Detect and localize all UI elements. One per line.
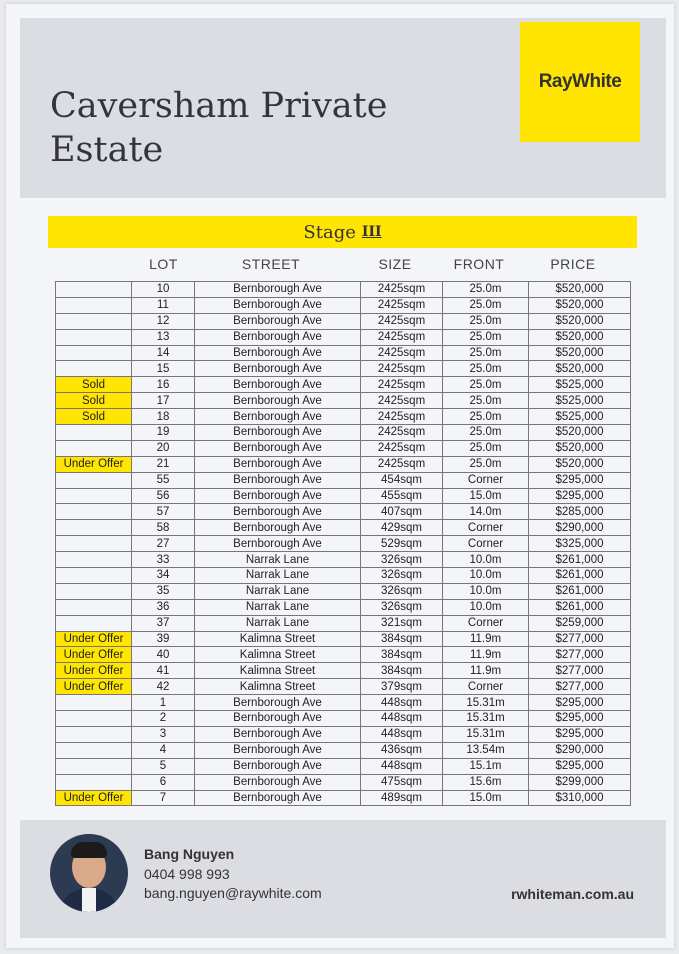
column-header-lot: LOT (149, 256, 178, 272)
cell-lot: 15 (132, 361, 195, 377)
cell-size: 2425sqm (361, 456, 443, 472)
raywhite-logo (520, 22, 640, 142)
cell-size: 384sqm (361, 631, 443, 647)
cell-street: Bernborough Ave (195, 790, 361, 806)
cell-front: Corner (443, 472, 529, 488)
cell-front: 15.1m (443, 758, 529, 774)
cell-street: Bernborough Ave (195, 361, 361, 377)
cell-front: 25.0m (443, 377, 529, 393)
cell-front: 13.54m (443, 742, 529, 758)
cell-lot: 42 (132, 679, 195, 695)
cell-street: Bernborough Ave (195, 711, 361, 727)
cell-status (56, 711, 132, 727)
cell-street: Bernborough Ave (195, 758, 361, 774)
cell-front: 25.0m (443, 393, 529, 409)
cell-size: 2425sqm (361, 440, 443, 456)
cell-lot: 20 (132, 440, 195, 456)
cell-size: 448sqm (361, 711, 443, 727)
cell-lot: 16 (132, 377, 195, 393)
table-row (56, 599, 631, 615)
cell-lot: 34 (132, 568, 195, 584)
cell-size: 2425sqm (361, 377, 443, 393)
cell-front: 25.0m (443, 329, 529, 345)
lot-table-body (56, 282, 631, 806)
cell-size: 321sqm (361, 615, 443, 631)
cell-front: 10.0m (443, 552, 529, 568)
cell-price: $295,000 (529, 472, 631, 488)
cell-lot: 6 (132, 774, 195, 790)
cell-size: 326sqm (361, 568, 443, 584)
cell-size: 448sqm (361, 726, 443, 742)
cell-lot: 58 (132, 520, 195, 536)
header-panel (20, 18, 666, 198)
cell-street: Bernborough Ave (195, 377, 361, 393)
cell-size: 489sqm (361, 790, 443, 806)
cell-front: Corner (443, 615, 529, 631)
cell-lot: 19 (132, 425, 195, 441)
cell-price: $520,000 (529, 440, 631, 456)
cell-lot: 4 (132, 742, 195, 758)
table-row (56, 329, 631, 345)
table-row (56, 425, 631, 441)
cell-size: 379sqm (361, 679, 443, 695)
column-header-street: STREET (241, 256, 301, 272)
cell-status: Under Offer (56, 647, 132, 663)
cell-size: 448sqm (361, 758, 443, 774)
page-title: Caversham Private Estate (50, 86, 388, 170)
cell-size: 2425sqm (361, 329, 443, 345)
cell-street: Narrak Lane (195, 583, 361, 599)
table-row (56, 361, 631, 377)
cell-street: Bernborough Ave (195, 297, 361, 313)
table-row (56, 377, 631, 393)
cell-lot: 7 (132, 790, 195, 806)
cell-price: $520,000 (529, 361, 631, 377)
table-row (56, 711, 631, 727)
cell-front: Corner (443, 520, 529, 536)
agent-email[interactable]: bang.nguyen@raywhite.com (144, 885, 322, 901)
column-header-front: FRONT (453, 256, 505, 272)
cell-lot: 17 (132, 393, 195, 409)
cell-size: 2425sqm (361, 409, 443, 425)
cell-status: Sold (56, 393, 132, 409)
cell-price: $310,000 (529, 790, 631, 806)
cell-status (56, 297, 132, 313)
agent-phone[interactable]: 0404 998 993 (144, 866, 230, 882)
cell-status (56, 615, 132, 631)
cell-front: Corner (443, 679, 529, 695)
table-row (56, 313, 631, 329)
table-row (56, 488, 631, 504)
cell-price: $277,000 (529, 647, 631, 663)
cell-lot: 36 (132, 599, 195, 615)
table-row (56, 695, 631, 711)
cell-size: 429sqm (361, 520, 443, 536)
cell-size: 455sqm (361, 488, 443, 504)
cell-street: Bernborough Ave (195, 456, 361, 472)
cell-price: $290,000 (529, 520, 631, 536)
cell-lot: 39 (132, 631, 195, 647)
cell-status (56, 329, 132, 345)
cell-price: $261,000 (529, 599, 631, 615)
table-row (56, 663, 631, 679)
agent-name: Bang Nguyen (144, 846, 235, 862)
cell-street: Narrak Lane (195, 552, 361, 568)
cell-lot: 33 (132, 552, 195, 568)
cell-price: $261,000 (529, 552, 631, 568)
table-row (56, 742, 631, 758)
cell-front: 11.9m (443, 631, 529, 647)
cell-lot: 21 (132, 456, 195, 472)
website-link[interactable]: rwhiteman.com.au (511, 886, 634, 902)
cell-street: Bernborough Ave (195, 472, 361, 488)
cell-street: Narrak Lane (195, 615, 361, 631)
table-row (56, 774, 631, 790)
column-header-price: PRICE (550, 256, 596, 272)
cell-price: $295,000 (529, 695, 631, 711)
cell-price: $290,000 (529, 742, 631, 758)
cell-front: 25.0m (443, 361, 529, 377)
cell-size: 2425sqm (361, 297, 443, 313)
cell-lot: 55 (132, 472, 195, 488)
cell-front: 25.0m (443, 456, 529, 472)
cell-lot: 13 (132, 329, 195, 345)
cell-front: 10.0m (443, 568, 529, 584)
cell-price: $525,000 (529, 409, 631, 425)
cell-lot: 2 (132, 711, 195, 727)
cell-status: Under Offer (56, 679, 132, 695)
cell-price: $261,000 (529, 568, 631, 584)
cell-front: 25.0m (443, 409, 529, 425)
cell-front: 11.9m (443, 663, 529, 679)
cell-status (56, 695, 132, 711)
cell-street: Bernborough Ave (195, 409, 361, 425)
cell-status (56, 583, 132, 599)
cell-front: 11.9m (443, 647, 529, 663)
cell-price: $520,000 (529, 425, 631, 441)
cell-status: Under Offer (56, 790, 132, 806)
column-header-size: SIZE (378, 256, 412, 272)
cell-status (56, 361, 132, 377)
cell-front: 14.0m (443, 504, 529, 520)
cell-status: Sold (56, 409, 132, 425)
cell-lot: 37 (132, 615, 195, 631)
cell-status (56, 758, 132, 774)
cell-status (56, 282, 132, 298)
cell-street: Bernborough Ave (195, 742, 361, 758)
table-row (56, 297, 631, 313)
cell-street: Narrak Lane (195, 599, 361, 615)
cell-status (56, 536, 132, 552)
table-row (56, 583, 631, 599)
cell-size: 2425sqm (361, 313, 443, 329)
cell-front: 15.31m (443, 695, 529, 711)
cell-status: Sold (56, 377, 132, 393)
stage-banner (48, 216, 637, 248)
cell-status (56, 520, 132, 536)
cell-status (56, 568, 132, 584)
table-row (56, 552, 631, 568)
cell-price: $295,000 (529, 488, 631, 504)
table-row (56, 726, 631, 742)
flyer-page (6, 4, 674, 948)
cell-front: 25.0m (443, 440, 529, 456)
cell-size: 2425sqm (361, 345, 443, 361)
cell-street: Bernborough Ave (195, 520, 361, 536)
cell-status (56, 726, 132, 742)
cell-price: $295,000 (529, 726, 631, 742)
cell-street: Bernborough Ave (195, 488, 361, 504)
cell-street: Bernborough Ave (195, 425, 361, 441)
stage-label: Stage (303, 221, 356, 243)
cell-size: 436sqm (361, 742, 443, 758)
cell-lot: 10 (132, 282, 195, 298)
table-row (56, 440, 631, 456)
cell-price: $295,000 (529, 758, 631, 774)
cell-street: Bernborough Ave (195, 726, 361, 742)
cell-street: Bernborough Ave (195, 329, 361, 345)
cell-status (56, 488, 132, 504)
cell-street: Bernborough Ave (195, 440, 361, 456)
table-row (56, 536, 631, 552)
lot-table (55, 281, 631, 806)
cell-status: Under Offer (56, 456, 132, 472)
cell-status (56, 742, 132, 758)
table-row (56, 679, 631, 695)
cell-lot: 56 (132, 488, 195, 504)
cell-lot: 18 (132, 409, 195, 425)
cell-status (56, 345, 132, 361)
table-row (56, 758, 631, 774)
table-row (56, 345, 631, 361)
cell-size: 529sqm (361, 536, 443, 552)
cell-price: $277,000 (529, 663, 631, 679)
table-row (56, 647, 631, 663)
cell-front: 15.0m (443, 488, 529, 504)
cell-front: Corner (443, 536, 529, 552)
cell-price: $520,000 (529, 345, 631, 361)
cell-status (56, 599, 132, 615)
cell-price: $277,000 (529, 679, 631, 695)
table-row (56, 615, 631, 631)
cell-price: $295,000 (529, 711, 631, 727)
cell-price: $520,000 (529, 297, 631, 313)
cell-street: Bernborough Ave (195, 504, 361, 520)
cell-status (56, 425, 132, 441)
table-row (56, 472, 631, 488)
cell-size: 2425sqm (361, 393, 443, 409)
cell-lot: 41 (132, 663, 195, 679)
cell-size: 2425sqm (361, 282, 443, 298)
cell-size: 326sqm (361, 552, 443, 568)
cell-price: $261,000 (529, 583, 631, 599)
cell-size: 2425sqm (361, 425, 443, 441)
cell-price: $520,000 (529, 313, 631, 329)
cell-size: 326sqm (361, 599, 443, 615)
cell-size: 475sqm (361, 774, 443, 790)
cell-front: 10.0m (443, 599, 529, 615)
cell-street: Bernborough Ave (195, 393, 361, 409)
cell-size: 384sqm (361, 647, 443, 663)
cell-street: Kalimna Street (195, 631, 361, 647)
cell-status (56, 504, 132, 520)
table-row (56, 456, 631, 472)
cell-price: $259,000 (529, 615, 631, 631)
cell-street: Narrak Lane (195, 568, 361, 584)
cell-price: $285,000 (529, 504, 631, 520)
cell-size: 448sqm (361, 695, 443, 711)
table-row (56, 631, 631, 647)
cell-size: 384sqm (361, 663, 443, 679)
cell-front: 25.0m (443, 282, 529, 298)
cell-lot: 11 (132, 297, 195, 313)
cell-lot: 5 (132, 758, 195, 774)
cell-front: 25.0m (443, 345, 529, 361)
table-row (56, 790, 631, 806)
agent-avatar (50, 834, 128, 912)
cell-price: $325,000 (529, 536, 631, 552)
cell-street: Bernborough Ave (195, 345, 361, 361)
cell-lot: 3 (132, 726, 195, 742)
table-row (56, 504, 631, 520)
table-row (56, 409, 631, 425)
cell-lot: 40 (132, 647, 195, 663)
cell-front: 15.0m (443, 790, 529, 806)
cell-front: 15.6m (443, 774, 529, 790)
cell-street: Kalimna Street (195, 647, 361, 663)
cell-front: 25.0m (443, 425, 529, 441)
cell-price: $520,000 (529, 282, 631, 298)
cell-street: Bernborough Ave (195, 282, 361, 298)
cell-front: 25.0m (443, 297, 529, 313)
cell-front: 25.0m (443, 313, 529, 329)
cell-status (56, 552, 132, 568)
cell-price: $520,000 (529, 456, 631, 472)
cell-size: 326sqm (361, 583, 443, 599)
cell-front: 15.31m (443, 726, 529, 742)
cell-price: $299,000 (529, 774, 631, 790)
table-row (56, 568, 631, 584)
stage-number: III (361, 224, 382, 240)
footer-panel (20, 820, 666, 938)
cell-lot: 35 (132, 583, 195, 599)
cell-street: Bernborough Ave (195, 536, 361, 552)
cell-front: 10.0m (443, 583, 529, 599)
cell-status (56, 472, 132, 488)
cell-street: Kalimna Street (195, 663, 361, 679)
cell-street: Bernborough Ave (195, 774, 361, 790)
cell-street: Bernborough Ave (195, 695, 361, 711)
cell-price: $525,000 (529, 393, 631, 409)
cell-street: Kalimna Street (195, 679, 361, 695)
cell-lot: 14 (132, 345, 195, 361)
cell-price: $277,000 (529, 631, 631, 647)
cell-status (56, 313, 132, 329)
cell-status (56, 774, 132, 790)
brand-text: RayWhite (538, 71, 622, 92)
cell-lot: 12 (132, 313, 195, 329)
cell-lot: 27 (132, 536, 195, 552)
cell-price: $525,000 (529, 377, 631, 393)
cell-size: 407sqm (361, 504, 443, 520)
table-row (56, 282, 631, 298)
table-row (56, 393, 631, 409)
cell-status (56, 440, 132, 456)
cell-status: Under Offer (56, 631, 132, 647)
cell-lot: 57 (132, 504, 195, 520)
cell-price: $520,000 (529, 329, 631, 345)
cell-front: 15.31m (443, 711, 529, 727)
cell-status: Under Offer (56, 663, 132, 679)
cell-lot: 1 (132, 695, 195, 711)
cell-size: 2425sqm (361, 361, 443, 377)
cell-size: 454sqm (361, 472, 443, 488)
cell-street: Bernborough Ave (195, 313, 361, 329)
table-row (56, 520, 631, 536)
